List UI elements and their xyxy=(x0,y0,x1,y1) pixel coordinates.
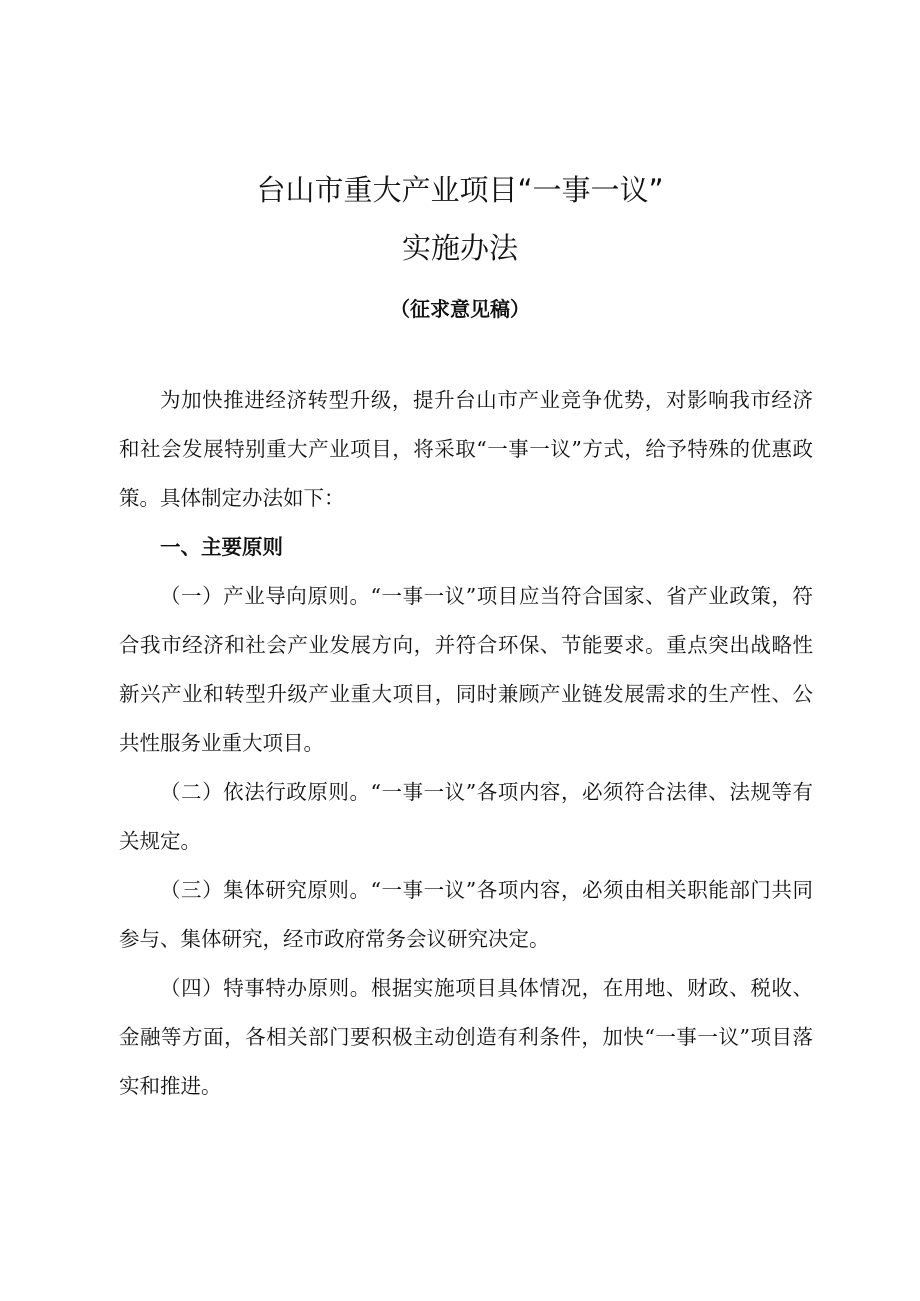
intro-paragraph: 为加快推进经济转型升级，提升台山市产业竞争优势，对影响我市经济和社会发展特别重大产业项目，将采取“一事一议”方式，给予特殊的优惠政策。具体制定办法如下： xyxy=(119,388,813,510)
principle-paragraph: （四）特事特办原则。根据实施项目具体情况，在用地、财政、税收、金融等方面，各相关部门要积极主动创造有利条件，加快“一事一议”项目落实和推进。 xyxy=(119,976,813,1098)
principle-paragraph: （三）集体研究原则。“一事一议”各项内容，必须由相关职能部门共同参与、集体研究，经市政府常务会议研究决定。 xyxy=(119,878,813,951)
principle-paragraph: （二）依法行政原则。“一事一议”各项内容，必须符合法律、法规等有关规定。 xyxy=(119,780,813,853)
document-body xyxy=(119,376,813,1111)
document-subtitle: （征求意见稿） xyxy=(390,297,530,321)
document-title: 台山市重大产业项目“一事一议” xyxy=(256,173,664,207)
principle-paragraph: （一）产业导向原则。“一事一议”项目应当符合国家、省产业政策，符合我市经济和社会产业发展方向，并符合环保、节能要求。重点突出战略性新兴产业和转型升级产业重大项目，同时兼顾产业链发展需求的生产性、公共性服务业重大项目。 xyxy=(119,584,813,755)
section-heading: 一、主要原则 xyxy=(160,535,283,559)
document-title-line2: 实施办法 xyxy=(401,231,518,265)
